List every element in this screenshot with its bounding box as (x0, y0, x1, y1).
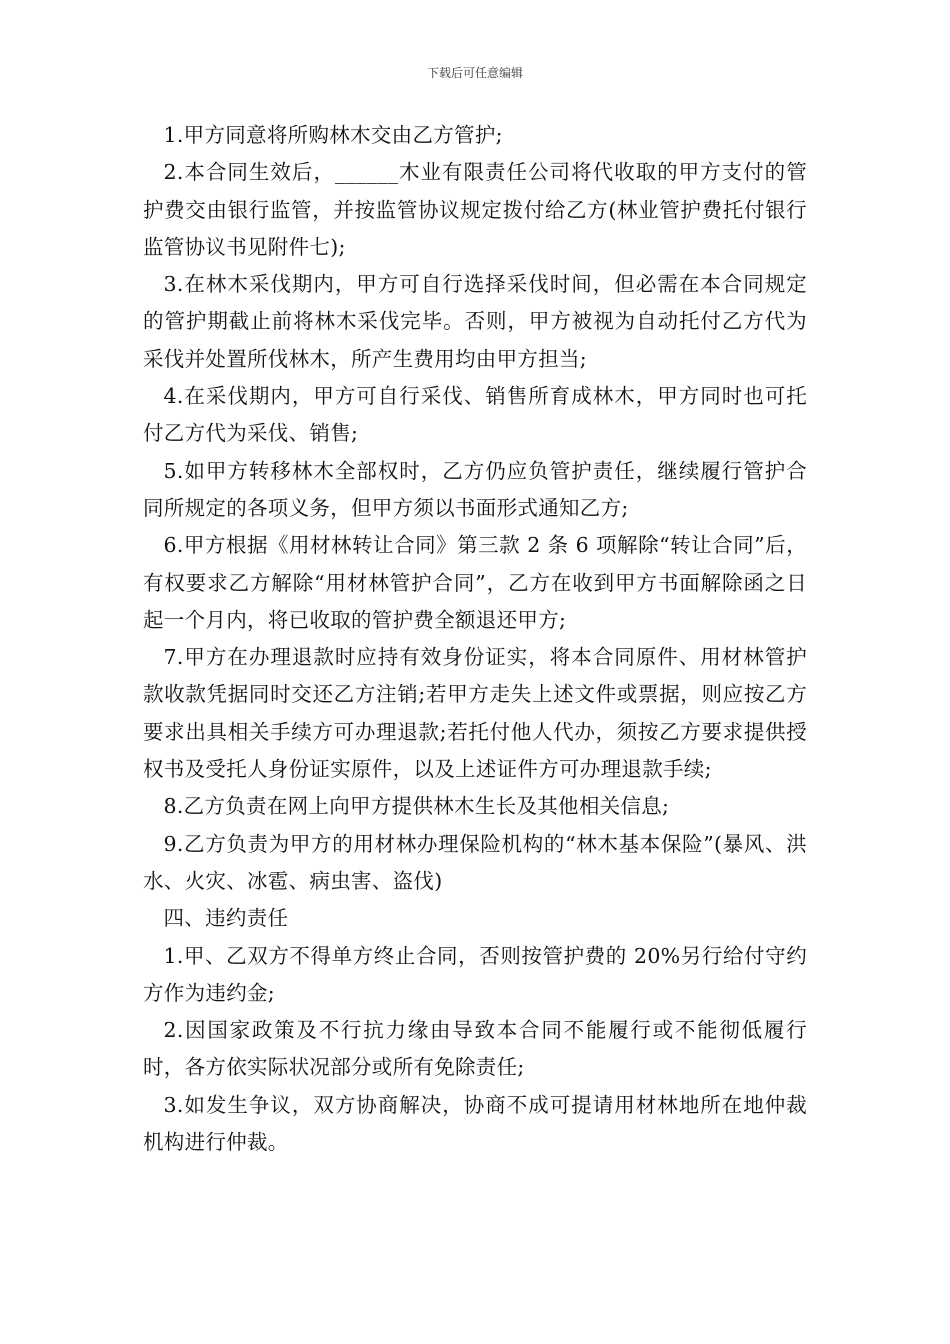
clause-6: 6.甲方根据《用材林转让合同》第三款 2 条 6 项解除“转让合同”后，有权要求乙方解除“用材林管护合同”，乙方在收到甲方书面解除函之日起一个月内，将已收取的管护费全额退还甲方; (143, 533, 807, 632)
breach-clause-1: 1.甲、乙双方不得单方终止合同，否则按管护费的 20%另行给付守约方作为违约金; (143, 943, 807, 1005)
page-header-note: 下载后可任意编辑 (426, 66, 523, 80)
breach-clause-3: 3.如发生争议，双方协商解决，协商不成可提请用材林地所在地仲裁机构进行仲裁。 (143, 1092, 807, 1155)
clause-5: 5.如甲方转移林木全部权时，乙方仍应负管护责任，继续履行管护合同所规定的各项义务，但甲方须以书面形式通知乙方; (143, 458, 807, 520)
breach-clause-2: 2.因国家政策及不行抗力缘由导致本合同不能履行或不能彻低履行时，各方依实际状况部分或所有免除责任; (143, 1018, 807, 1080)
document-body (143, 117, 807, 1161)
clause-7: 7.甲方在办理退款时应持有效身份证实，将本合同原件、用材林管护款收款凭据同时交还乙方注销;若甲方走失上述文件或票据，则应按乙方要求出具相关手续方可办理退款;若托付他人代办，须按乙方要求提供授权书及受托人身份证实原件，以及上述证件方可办理退款手续; (143, 645, 807, 782)
clause-2: 2.本合同生效后，______木业有限责任公司将代收取的甲方支付的管护费交由银行监管，并按监管协议规定拨付给乙方(林业管护费托付银行监管协议书见附件七); (143, 160, 807, 259)
clause-4: 4.在采伐期内，甲方可自行采伐、销售所育成林木，甲方同时也可托付乙方代为采伐、销售; (143, 384, 807, 446)
clause-9: 9.乙方负责为甲方的用材林办理保险机构的“林木基本保险”(暴风、洪水、火灾、冰雹、病虫害、盗伐) (143, 831, 807, 893)
clause-3: 3.在林木采伐期内，甲方可自行选择采伐时间，但必需在本合同规定的管护期截止前将林木采伐完毕。否则，甲方被视为自动托付乙方代为采伐并处置所伐林木，所产生费用均由甲方担当; (143, 272, 807, 371)
clause-1: 1.甲方同意将所购林木交由乙方管护; (163, 123, 503, 147)
section-heading-breach-liability: 四、违约责任 (163, 906, 289, 931)
clause-8: 8.乙方负责在网上向甲方提供林木生长及其他相关信息; (163, 794, 670, 819)
